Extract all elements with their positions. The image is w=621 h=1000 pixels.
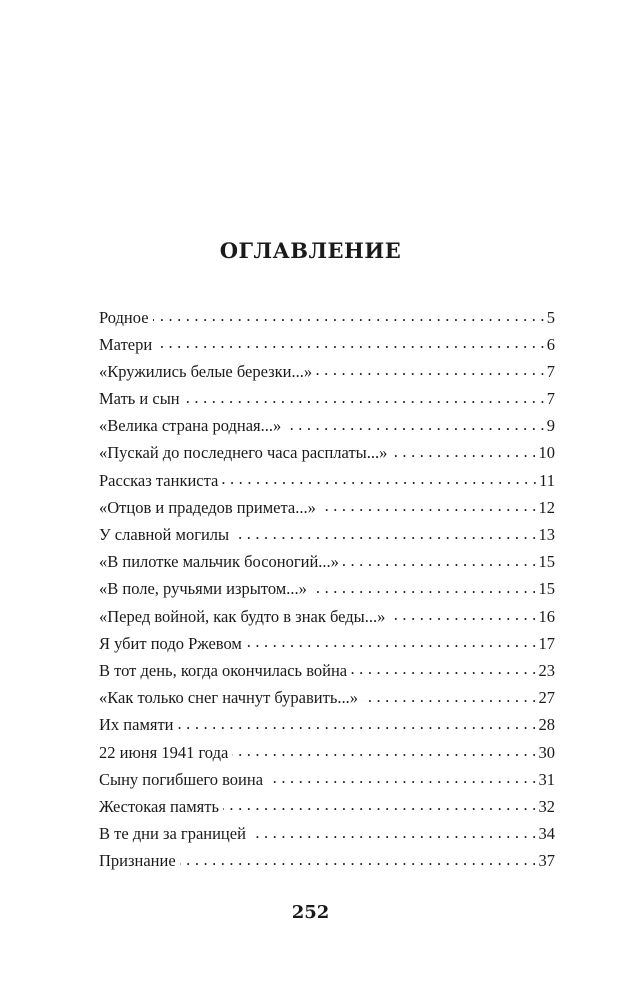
toc-dot-leader: [180, 850, 537, 867]
toc-entry-title: Жестокая память: [99, 796, 219, 816]
toc-dot-leader: [178, 714, 537, 731]
toc-entry-page: 15: [538, 579, 555, 599]
toc-entry-page: 7: [546, 361, 555, 381]
toc-entry-title: Сыну погибшего воина: [99, 769, 264, 789]
toc-dot-leader: [222, 469, 537, 486]
toc-entry-title: «Кружились белые березки...»: [99, 361, 313, 381]
toc-entry-title: Матери: [99, 334, 153, 354]
toc-entry-title: Их памяти: [99, 715, 174, 735]
toc-entry-title: В те дни за границей: [99, 824, 246, 844]
toc-dot-leader: [389, 605, 536, 622]
toc-entry-title: Я убит подо Ржевом: [99, 633, 242, 653]
toc-entry: [99, 659, 555, 686]
toc-entry: [99, 632, 555, 659]
toc-entry-title: «Отцов и прадедов примета...»: [99, 497, 316, 517]
toc-entry-title: Родное: [99, 307, 149, 327]
toc-entry: [99, 741, 555, 768]
toc-entry-page: 16: [538, 606, 555, 626]
toc-entry: [99, 333, 555, 360]
toc-entry-page: 37: [538, 851, 555, 871]
toc-entry: [99, 605, 555, 632]
toc-entry: [99, 306, 555, 333]
toc-entry: [99, 360, 555, 387]
toc-entry-page: 17: [538, 633, 555, 653]
toc-entry-page: 13: [538, 525, 555, 544]
toc-entry-title: «Как только снег начнут буравить...»: [99, 688, 358, 708]
toc-dot-leader: [223, 795, 537, 812]
toc-entry-title: «Велика страна родная...»: [99, 416, 282, 436]
toc-entry: [99, 442, 555, 469]
toc-entry-page: 23: [538, 660, 555, 680]
toc-entry-title: Признание: [99, 851, 176, 871]
toc-entry-title: Мать и сын: [99, 389, 180, 409]
toc-entry-page: 34: [538, 824, 555, 844]
toc-dot-leader: [343, 551, 537, 568]
toc-entry: [99, 578, 555, 605]
toc-dot-leader: [391, 442, 536, 459]
toc-dot-leader: [184, 388, 545, 405]
toc-entry-title: Рассказ танкиста: [99, 470, 219, 490]
toc-entry-page: 15: [538, 552, 555, 572]
toc-entry-page: 7: [546, 389, 555, 409]
toc-entry: [99, 551, 555, 578]
toc-entry: [99, 714, 555, 741]
toc-entry: [99, 768, 555, 795]
toc-entry: [99, 524, 555, 551]
table-of-contents: [99, 306, 555, 877]
toc-entry-page: 10: [538, 443, 555, 463]
toc-dot-leader: [156, 333, 545, 350]
toc-dot-leader: [267, 768, 536, 785]
toc-entry-page: 9: [546, 416, 555, 436]
toc-entry-title: «Перед войной, как будто в знак беды...»: [99, 606, 386, 626]
toc-dot-leader: [362, 687, 537, 704]
toc-dot-leader: [246, 632, 537, 649]
toc-entry-page: 31: [538, 769, 555, 789]
toc-entry-page: 11: [539, 470, 555, 490]
toc-entry-title: У славной могилы: [99, 525, 230, 544]
toc-dot-leader: [351, 659, 536, 676]
toc-entry-title: 22 июня 1941 года: [99, 742, 229, 762]
toc-entry-title: В тот день, когда окончилась война: [99, 660, 348, 680]
toc-entry: [99, 469, 555, 496]
toc-dot-leader: [232, 741, 536, 758]
toc-entry-page: 30: [538, 742, 555, 762]
toc-entry: [99, 388, 555, 415]
toc-dot-leader: [153, 306, 545, 323]
toc-entry-page: 6: [546, 334, 555, 354]
toc-dot-leader: [250, 823, 537, 840]
toc-entry: [99, 823, 555, 850]
toc-entry-page: 28: [538, 715, 555, 735]
toc-entry: [99, 415, 555, 442]
toc-entry: [99, 496, 555, 523]
toc-entry-title: «В пилотке мальчик босоногий...»: [99, 552, 339, 572]
page-number: 252: [291, 902, 330, 923]
toc-entry-page: 5: [546, 307, 555, 327]
toc-dot-leader: [285, 415, 545, 432]
toc-entry-page: 12: [538, 497, 555, 517]
toc-entry: [99, 850, 555, 877]
toc-dot-leader: [311, 578, 537, 595]
toc-entry: [99, 795, 555, 822]
toc-dot-leader: [316, 360, 545, 377]
toc-entry: [99, 687, 555, 714]
toc-dot-leader: [233, 524, 536, 541]
toc-entry-page: 27: [538, 688, 555, 708]
toc-heading: ОГЛАВЛЕНИЕ: [219, 238, 402, 263]
toc-entry-title: «Пускай до последнего часа расплаты...»: [99, 443, 388, 463]
toc-entry-title: «В поле, ручьями изрытом...»: [99, 579, 307, 599]
toc-entry-page: 32: [538, 796, 555, 816]
toc-dot-leader: [320, 496, 537, 513]
